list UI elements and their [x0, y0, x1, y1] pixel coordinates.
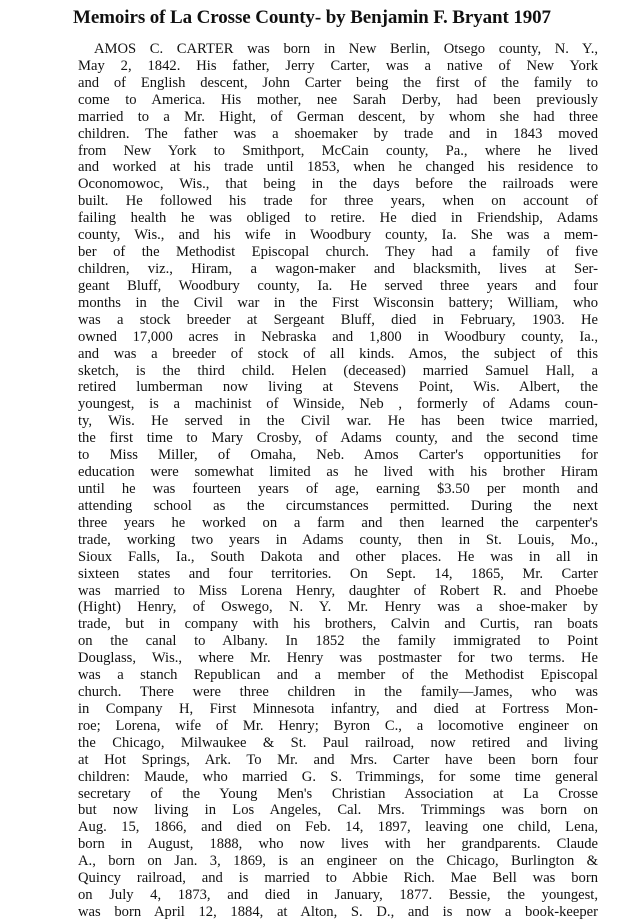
text-line: built. He followed his trade for three years, when on account of	[78, 193, 598, 210]
memoir-body-text	[78, 41, 598, 921]
text-line: sketch, is the third child. Helen (deceased) married Samuel Hall, a	[78, 362, 598, 379]
text-line: A., born on Jan. 3, 1869, is an engineer on the Chicago, Burlington &	[78, 853, 598, 870]
page-title: Memoirs of La Crosse County- by Benjamin F. Bryant 1907	[73, 7, 551, 28]
text-line: and of English descent, John Carter being the first of the family to	[78, 74, 598, 91]
text-line: children: Maude, who married G. S. Trimmings, for some time general	[78, 768, 598, 785]
text-line: at Hot Springs, Ark. To Mr. and Mrs. Carter have been born four	[78, 751, 598, 768]
text-line: married to a Mr. Hight, of German descent, by whom she had three	[78, 108, 598, 125]
text-line: Aug. 15, 1866, and died on Feb. 14, 1897, leaving one child, Lena,	[78, 819, 598, 836]
text-line: ber of the Methodist Episcopal church. They had a family of five	[78, 244, 598, 261]
text-line: was a stock breeder at Sergeant Bluff, died in February, 1903. He	[78, 311, 598, 328]
text-line: ty, Wis. He served in the Civil war. He has been twice married,	[78, 413, 598, 430]
text-line: Sioux Falls, Ia., South Dakota and other places. He was in all in	[78, 548, 598, 565]
text-line: was married to Miss Lorena Henry, daughter of Robert R. and Phoebe	[78, 582, 598, 599]
text-line: and was a breeder of stock of all kinds. Amos, the subject of this	[78, 345, 598, 362]
text-line: Quincy railroad, and is married to Abbie Rich. Mae Bell was born	[78, 870, 598, 887]
text-line: county, Wis., and his wife in Woodbury county, Ia. She was a mem-	[78, 227, 598, 244]
text-line: in Company H, First Minnesota infantry, and died at Fortress Mon-	[78, 700, 598, 717]
text-line: roe; Lorena, wife of Mr. Henry; Byron C., a locomotive engineer on	[78, 717, 598, 734]
text-line: attending school as the circumstances permitted. During the next	[78, 497, 598, 514]
text-line: was born April 12, 1884, at Alton, S. D., and is now a book-keeper	[78, 904, 598, 921]
text-line: May 2, 1842. His father, Jerry Carter, was a native of New York	[78, 57, 598, 74]
text-line: failing health he was obliged to retire. He died in Friendship, Adams	[78, 210, 598, 227]
text-line: but now living in Los Angeles, Cal. Mrs. Trimmings was born on	[78, 802, 598, 819]
text-line: months in the Civil war in the First Wisconsin battery; William, who	[78, 294, 598, 311]
text-line: the first time to Mary Crosby, of Adams county, and the second time	[78, 430, 598, 447]
text-line: on July 4, 1873, and died in January, 1877. Bessie, the youngest,	[78, 887, 598, 904]
text-line: sixteen states and four territories. On Sept. 14, 1865, Mr. Carter	[78, 565, 598, 582]
text-line: AMOS C. CARTER was born in New Berlin, Otsego county, N. Y.,	[94, 41, 598, 57]
text-line: owned 17,000 acres in Nebraska and 1,800 in Woodbury county, Ia.,	[78, 328, 598, 345]
text-line: trade, but in company with his brothers, Calvin and Curtis, ran boats	[78, 616, 598, 633]
text-line: children, viz., Hiram, a wagon-maker and blacksmith, lives at Ser-	[78, 260, 598, 277]
text-line: come to America. His mother, nee Sarah Derby, had been previously	[78, 91, 598, 108]
text-line: children. The father was a shoemaker by trade and in 1843 moved	[78, 125, 598, 142]
text-line: born in August, 1888, who now lives with her grandparents. Claude	[78, 836, 598, 853]
text-line: education were somewhat limited as he lived with his brother Hiram	[78, 464, 598, 481]
text-line: was a stanch Republican and a member of the Methodist Episcopal	[78, 667, 598, 684]
text-line: until he was fourteen years of age, earning $3.50 per month and	[78, 480, 598, 497]
text-line: Douglass, Wis., where Mr. Henry was postmaster for two terms. He	[78, 650, 598, 667]
text-line: trade, working two years in Adams county, then in St. Louis, Mo.,	[78, 531, 598, 548]
text-line: church. There were three children in the family—James, who was	[78, 684, 598, 701]
text-line: retired lumberman now living at Stevens Point, Wis. Albert, the	[78, 379, 598, 396]
text-line: to Miss Miller, of Omaha, Neb. Amos Carter's opportunities for	[78, 447, 598, 464]
text-line: geant Bluff, Woodbury county, Ia. He served three years and four	[78, 277, 598, 294]
text-line: three years he worked on a farm and then learned the carpenter's	[78, 514, 598, 531]
text-line: (Hight) Henry, of Oswego, N. Y. Mr. Henry was a shoe-maker by	[78, 599, 598, 616]
text-line: youngest, is a machinist of Winside, Neb , formerly of Adams coun-	[78, 396, 598, 413]
text-line: on the canal to Albany. In 1852 the family immigrated to Point	[78, 633, 598, 650]
text-line: secretary of the Young Men's Christian Association at La Crosse	[78, 785, 598, 802]
text-line: the Chicago, Milwaukee & St. Paul railroad, now retired and living	[78, 734, 598, 751]
text-line: Oconomowoc, Wis., that being in the days before the railroads were	[78, 176, 598, 193]
text-line: and worked at his trade until 1853, when he changed his residence to	[78, 159, 598, 176]
text-line: from New York to Smithport, McCain county, Pa., where he lived	[78, 142, 598, 159]
